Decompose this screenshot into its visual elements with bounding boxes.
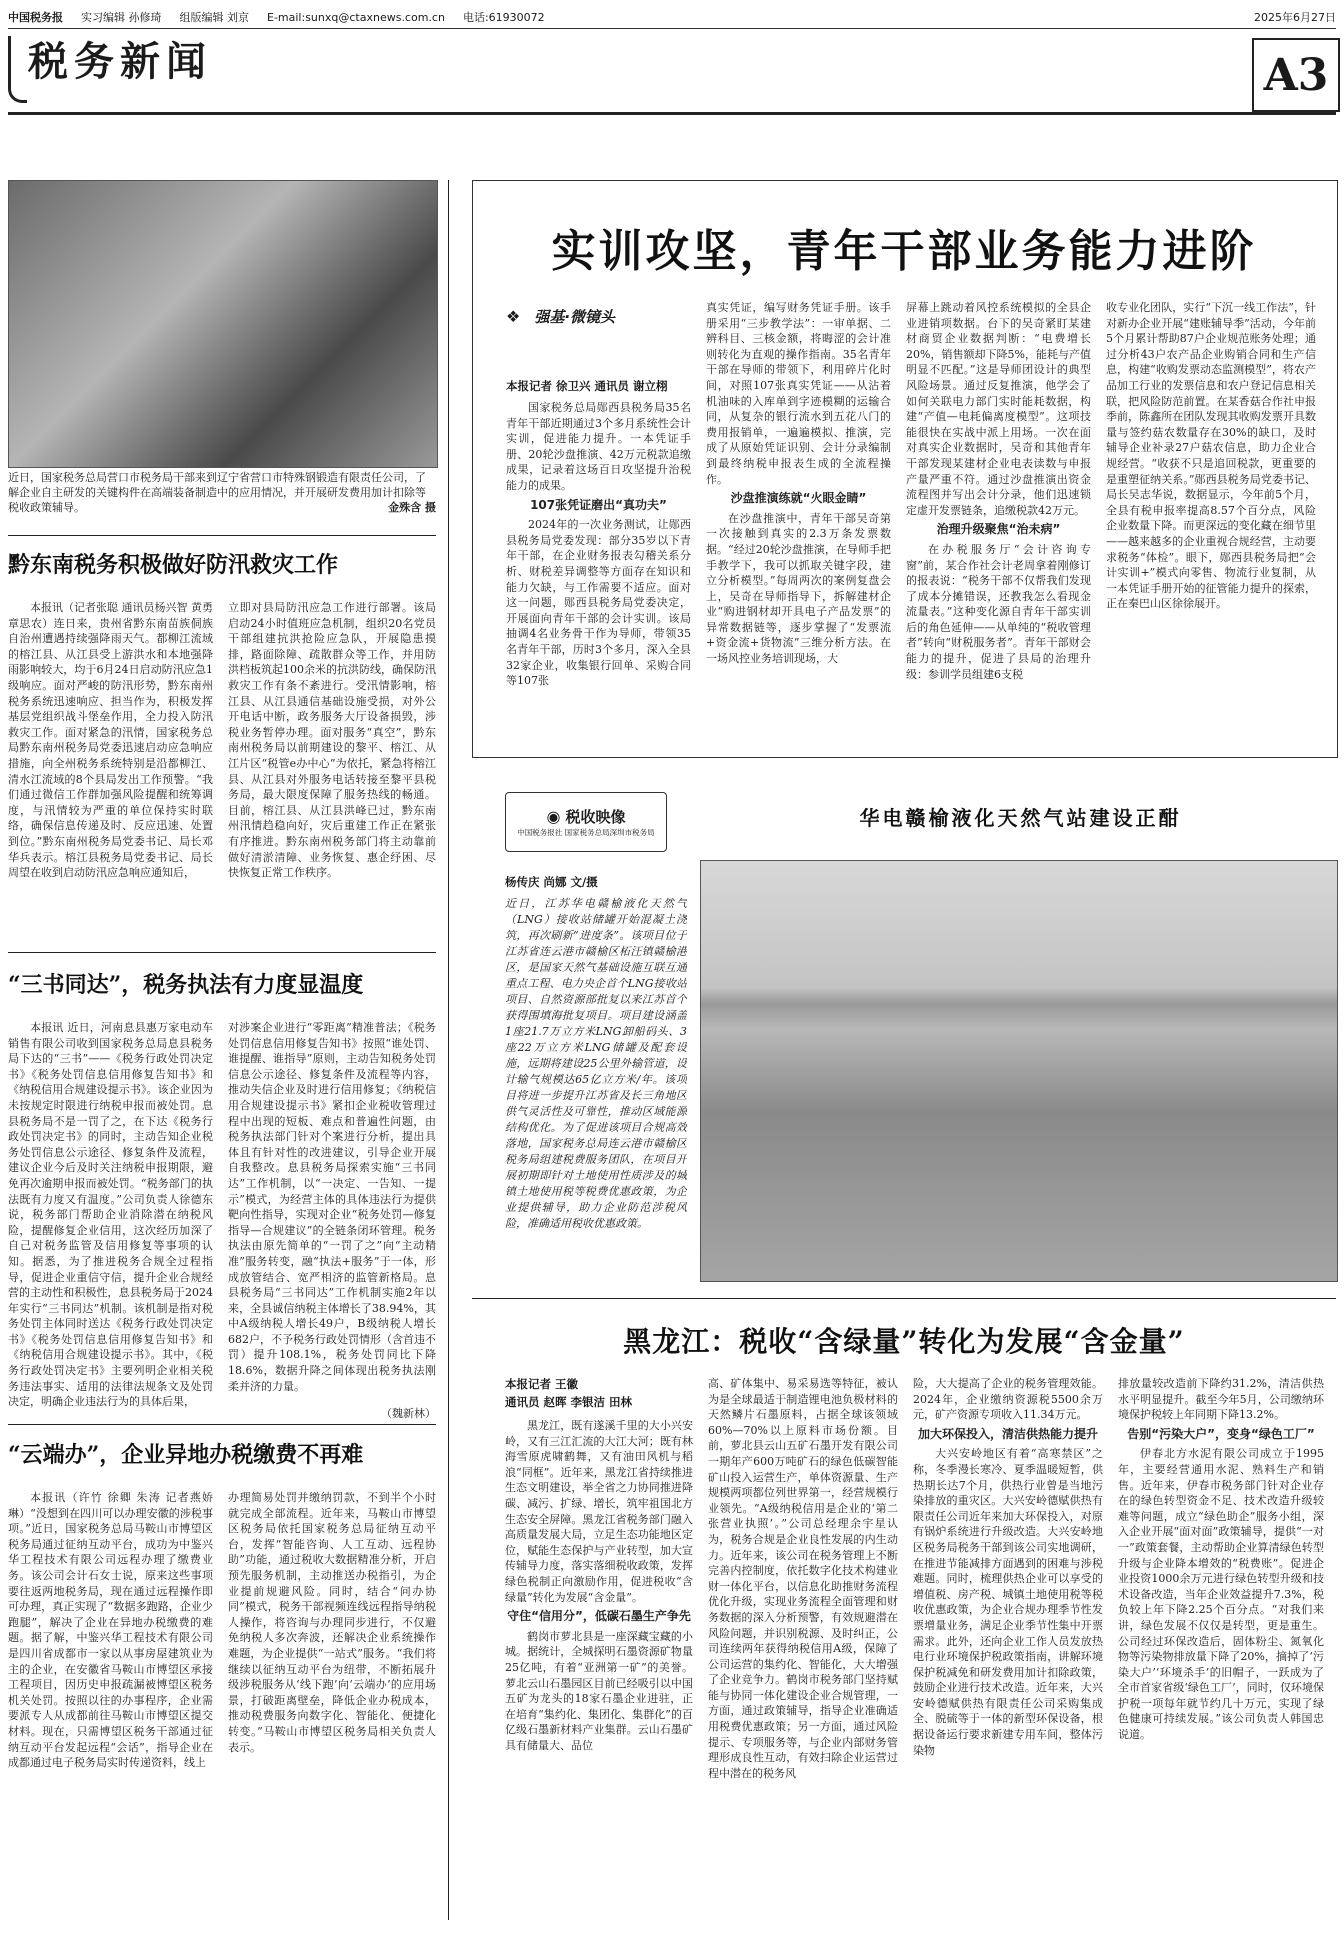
feature-sub3: 治理升级聚焦“治未病” bbox=[936, 522, 1061, 537]
magnifier-icon: ❖ bbox=[506, 307, 521, 326]
photonews-title: 华电赣榆液化天然气站建设正酣 bbox=[859, 806, 1182, 830]
feature-col3-b: 在办税服务厅“会计咨询专窗”前，某合作社会计老周拿着刚修订的报表说：“税务干部不仅帮我们发现了成本分摊错误，还教我怎么看现金流量表。”这种变化源自青年干部实训后的角色延伸——从单纯的“税收管理者”转向“财税服务者”。青年干部财会能力的提升，促进了县局的治理升级：参训学员组建6支税 bbox=[906, 542, 1091, 681]
article2-col2 bbox=[228, 1020, 436, 1404]
section-title: 税务新闻 bbox=[28, 38, 212, 85]
email: E-mail:sunxq@ctaxnews.com.cn bbox=[267, 10, 445, 24]
divider bbox=[8, 1424, 436, 1425]
photonews-byline: 杨传庆 尚娜 文/摄 bbox=[505, 875, 598, 889]
feature-col2-a: 真实凭证，编写财务凭证手册。该手册采用“三步教学法”：一审单据、二辨科目、三核金额，将晦涩的会计准则转化为直观的操作指南。35名青年干部在导师的带领下，利用碎片化时间，对照107张真实凭证——从沾着机油味的入库单到字迹模糊的运输合同，从复杂的银行流水到五花八门的费用报销单，一遍遍模拟、推演，完成了从原始凭证识别、会计分录编制到最终纳税申报表生成的全流程操作。 bbox=[706, 301, 891, 486]
article4-col1-text: 黑龙江，既有遂溪千里的大小兴安岭，又有三江汇流的大江大河；既有林海雪原虎啸鹤舞，又有油田风机与稻浪“同框”。近年来，黑龙江省持续推进生态文明建设，举全省之力协同推进降碳、减污、扩绿、增长，筑牢祖国北方生态安全屏障。黑龙江省税务部门融入高质量发展大局，立足生态功能地区定位，赋能生态保护与产业转型，加大宣传辅导力度，落实落细税收政策，发挥绿色税制正向激励作用，促进税收“含绿量”转化为发展“含金量”。 bbox=[505, 1419, 693, 1604]
feature-col3-a: 屏幕上跳动着风控系统模拟的全县企业进销项数据。台下的吴奇紧盯某建材商贸企业数据判断：“电费增长20%，销售额却下降5%，能耗与产值明显不匹配。”这是导师团设计的典型风险场景。通过反复推演，他学会了如何关联电力部门实时能耗数据，构建“产值—电耗偏离度模型”。这项技能很快在实战中派上用场。一次在面对真实企业数据时，吴奇和其他青年干部发现某建材企业电表读数与申报产量严重不符。通过沙盘推演出资金流程图并写出会计分录，他们迅速锁定虚开发票链条，追缴税款42万元。 bbox=[906, 301, 1091, 517]
article4-col4 bbox=[1118, 1376, 1324, 1920]
article4-col4-b: 伊春北方水泥有限公司成立于1995年，主要经营通用水泥、熟料生产和销售。近年来，伊春市税务部门针对企业存在的绿色转型资金不足、技术改造升级较难等问题，成立“绿色助企”服务小组，深入企业开展“面对面”政策辅导，提供“一对一”政策套餐，主动帮助企业算清绿色转型升级与企业降本增效的“税费账”。促进企业投资1000余万元进行绿色转型升级和技术设备改造，当年企业效益提升7.3%，税负较上年下降2.25个百分点。“对我们来讲，绿色发展不仅仅是转型，更是重生。公司经过环保改造后，固体粉尘、氮氧化物等污染物排放量下降了20%，摘掉了‘污染大户’‘环境杀手’的旧帽子，一跃成为了全市首家省级‘绿色工厂’，同时，仅环境保护税一项每年就节约几十万元，实现了绿色健康可持续发展。”该公司负责人韩国忠说道。 bbox=[1118, 1447, 1324, 1742]
feature-col4 bbox=[1106, 300, 1316, 745]
article4-byline2: 通讯员 赵晖 李银洁 田林 bbox=[505, 1395, 633, 1409]
section-bracket bbox=[8, 36, 27, 103]
article4-col2 bbox=[708, 1376, 898, 1920]
issue-date: 2025年6月27日 bbox=[1254, 11, 1336, 24]
article4-col4-text: 排放量较改造前下降约31.2%，清洁供热水平明显提升。截至今年5月，公司缴纳环境保护税较上年同期下降13.2%。 bbox=[1118, 1377, 1324, 1422]
feature-sub1: 107张凭证磨出“真功夫” bbox=[530, 497, 667, 512]
article1-title: 黔东南税务积极做好防汛救灾工作 bbox=[8, 552, 339, 578]
photonews-body: 近日，江苏华电赣榆液化天然气（LNG）接收站储罐开始混凝土浇筑，再次刷新“进度条”。该项目位于江苏省连云港市赣榆区柘汪镇赣榆港区，是国家天然气基础设施互联互通重点工程、电力央企首个LNG接收站项目、自然资源部批复以来江苏首个获得围填海批复项目。项目建设涵盖1座21.7万立方米LNG卸船码头、3座22万立方米LNG储罐及配套设施，远期将建设25公里外输管道，设计输气规模达65亿立方米/年。该项目将进一步提升江苏省及长三角地区供气灵活性及可靠性，推动区域能源结构优化。为了促进该项目合规高效落地，国家税务总局连云港市赣榆区税务局组建税费服务团队，在项目开展初期即针对土地使用性质涉及的城镇土地使用税等税费优惠政策，为企业提供辅导，助力企业防范涉税风险，准确适用税收优惠政策。 bbox=[505, 897, 687, 1230]
group-editor: 组版编辑 刘京 bbox=[179, 11, 249, 24]
header-rule bbox=[8, 112, 1336, 115]
article3-col2 bbox=[228, 1490, 436, 1918]
feature-byline: 本报记者 徐卫兴 通讯员 谢立栩 bbox=[506, 379, 668, 393]
article1-col1-text: 本报讯（记者张聪 通讯员杨兴智 黄勇 章思农）连日来，贵州省黔东南苗族侗族自治州遭遇持续强降雨天气。都柳江流域的榕江县、从江县受上游洪水和本地强降雨影响较大，均于6月24日启动防汛应急1级响应。面对严峻的防汛形势，黔东南州税务系统迅速响应、担当作为，积极发挥基层党组织战斗堡垒作用，全力投入防汛救灾工作。面对紧急的汛情，国家税务总局黔东南州税务局党委迅速启动应急响应措施，向全州税务系统特别是沿都柳江、清水江流域的8个县局发出工作预警。“我们通过微信工作群加强风险提醒和统筹调度，与汛情较为严重的单位保持实时联络，确保信息传递及时、反应迅速、处置到位。”黔东南州税务局党委书记、局长邓华兵表示。榕江县税务局党委书记、局长周望在收到启动防汛应急响应通知后， bbox=[8, 601, 213, 880]
paper-name: 中国税务报 bbox=[8, 11, 63, 24]
photo-caption bbox=[8, 470, 436, 515]
divider bbox=[472, 1298, 1336, 1299]
article4-sub2: 加大环保投入，清洁供热能力提升 bbox=[917, 1426, 1098, 1441]
masthead-bar bbox=[8, 6, 1336, 29]
feature-col2 bbox=[706, 300, 891, 745]
article4-sub1: 守住“信用分”，低碳石墨生产争先 bbox=[507, 1609, 691, 1624]
feature-col4-text: 收专业化团队，实行“下沉一线工作法”，针对新办企业开展“建账辅导季”活动，今年前5个月累计帮助87户企业规范账务处理；通过分析43户农产品企业购销合同和生产信息，构建“收购发票动态监测模型”，将农产品加工行业的发票信息和农户登记信息相关联，把风险防范前置。在某香菇合作社申报季前，陈鑫所在团队发现其收购发票开具数量与签约菇农数量存在30%的缺口，及时辅导企业补录27户菇农信息，助力企业合规经营。“收获不只是追回税款，更重要的是重塑征纳关系。”郧西县税务局党委书记、局长吴志华说，数据显示，今年前5个月，全县有税申报率提高8.57个百分点，风险企业数量下降。而更深远的变化藏在细节里——越来越多的企业重视合规经营，主动要求税务“体检”。眼下，郧西县税务局把“会计实训+”模式向零售、物流行业复制，从一本凭证手册开始的征管能力提升的探索，正在秦巴山区徐徐展开。 bbox=[1106, 301, 1316, 611]
feature-col3 bbox=[906, 300, 1091, 745]
photo-caption-text: 近日，国家税务总局营口市税务局干部来到辽宁省营口市特殊钢锻造有限责任公司，了解企业自主研发的关键构件在高端装备制造中的应用情况，并开展研发费用加计扣除等税收政策辅导。 bbox=[8, 471, 426, 514]
article4-col1-b: 鹤岗市萝北县是一座深藏宝藏的小城。据统计，全城探明石墨资源矿物量25亿吨，有着“亚洲第一矿”的美誉。萝北云山石墨园区目前已经吸引以中国五矿为龙头的18家石墨企业进驻，正在培育“集约化、集团化、集群化”的百亿级石墨新材料产业集群。云山石墨矿具有储量大、品位 bbox=[505, 1629, 693, 1752]
article3-title: “云端办”，企业异地办税缴费不再难 bbox=[8, 1442, 364, 1468]
feature-col1 bbox=[506, 400, 691, 745]
article4-sub3: 告别“污染大户”，变身“绿色工厂” bbox=[1127, 1426, 1315, 1441]
photonews-tag-label: 税收映像 bbox=[565, 808, 626, 826]
photonews-text bbox=[505, 896, 687, 1286]
article2-title: “三书同达”，税务执法有力度显温度 bbox=[8, 972, 364, 998]
feature-intro: 国家税务总局郧西县税务局35名青年干部近期通过3个多月系统性会计实训，促进能力提升。一本凭证手册、20轮沙盘推演、42万元税款追缴成果，记录着这场百日攻坚提升治税能力的成果。 bbox=[506, 401, 691, 492]
photonews-tag bbox=[505, 792, 667, 852]
divider bbox=[8, 535, 436, 536]
article3-col2-text: 办理简易处罚并缴纳罚款，不到半个小时就完成全部流程。近年来，马鞍山市博望区税务局依托国家税务总局征纳互动平台，发挥“智能咨询、人工互动、远程协助”功能，通过税收大数据精准分析，开启预先服务机制，主动推送办税指引，为企业提前规避风险。同时，结合“问办协同”模式，税务干部视频连线远程指导纳税人操作，将咨询与办理同步进行，不仅避免纳税人多次奔波，还解决企业系统操作难题，为企业提供“一站式”服务。“我们将继续以征纳互动平台为纽带，不断拓展升级涉税服务从‘线下跑’向‘云端办’的应用场景，打破距离壁垒，降低企业办税成本，推动税费服务向数字化、智能化、便捷化转变。”马鞍山市博望区税务局相关负责人表示。 bbox=[228, 1491, 436, 1754]
column-tag bbox=[506, 304, 623, 329]
article3-col1 bbox=[8, 1490, 213, 1918]
photonews-tag-sub: 中国税务报社 国家税务总局深圳市税务局 bbox=[517, 828, 655, 837]
column-divider bbox=[448, 180, 449, 1920]
article2-col1 bbox=[8, 1020, 213, 1420]
article4-col3-text: 险，大大提高了企业的税务管理效能。2024年，企业缴纳资源税5500余万元，矿产资源专项收入11.34万元。 bbox=[913, 1377, 1103, 1422]
article1-col2 bbox=[228, 600, 436, 1020]
article1-col1 bbox=[8, 600, 213, 1020]
factory-photo bbox=[8, 180, 438, 468]
article2-author: （魏新林） bbox=[381, 1407, 436, 1420]
feature-col2-b: 在沙盘推演中，青年干部吴奇第一次接触到真实的2.3万条发票数据。“经过20轮沙盘推演，在导师手把手教学下，我可以抓取关键字段，建立分析模型。”每周两次的案例复盘会上，吴奇在导师指导下，拆解建材企业“购进钢材却开具电子产品发票”的异常数据链等，逐步掌握了“发票流+资金流+货物流”三维分析方法。在一场风控业务培训现场，大 bbox=[706, 511, 891, 666]
camera-icon: ◉ bbox=[546, 807, 561, 826]
feature-col1-body: 2024年的一次业务测试，让郧西县税务局党委发现：部分35岁以下青年干部，在企业财务报表勾稽关系分析、财税差异调整等方面存在知识和能力欠缺，与工作需要不适应。面对这一问题，郧西县税务局党委决定，开展面向青年干部的会计实训。该局抽调4名业务骨干作为导师，带领35名青年干部，历时3个多月，深入全县32家企业，收集银行回单、采购合同等107张 bbox=[506, 518, 691, 688]
article4-col3 bbox=[913, 1376, 1103, 1920]
article4-col3-b: 大兴安岭地区有着“高寒禁区”之称，冬季漫长寒冷、夏季温暖短暂，供热期长达7个月，供热行业曾是当地污染排放的重灾区。大兴安岭德赋供热有限责任公司近年来加大环保投入，对原有锅炉系统进行升级改造。大兴安岭地区税务局税务干部到该公司实地调研，在推进节能减排方面遇到的困难与涉税难题。同时，梳理供热企业可以享受的增值税、房产税、城镇土地使用税等税收优惠政策，为企业合规办理季节性发票增量业务，满足企业季节性集中开票需求。此外，还向企业工作人员发放热电行业环境保护税政策指南，讲解环境保护税减免和研发费用加计扣除政策，鼓励企业进行技术改造。近年来，大兴安岭德赋供热有限责任公司采购集成全、脱硫等于一体的新型环保设备，根据设备运行要求新建专用车间，整体污染物 bbox=[913, 1447, 1103, 1757]
page-number: A3 bbox=[1252, 38, 1340, 112]
article4-title: 黑龙江：税收“含绿量”转化为发展“含金量” bbox=[623, 1325, 1185, 1358]
editor: 实习编辑 孙修琦 bbox=[81, 11, 162, 24]
article2-col1-text: 本报讯 近日，河南息县惠万家电动车销售有限公司收到国家税务总局息县税务局下达的“三书”——《税务行政处罚决定书》《税务处罚信息信用修复告知书》和《纳税信用合规建设提示书》。该企业因为未按规定时限进行纳税申报而被处罚。息县税务局不是一罚了之，在下达《税务行政处罚决定书》的同时，主动告知企业税务处罚信息公示途径、修复条件及流程，建议企业今后及时关注纳税申报期限，避免再次逾期申报而被处罚。“税务部门的执法既有力度又有温度。”公司负责人徐德东说，税务部门帮助企业消除潜在纳税风险，提醒修复企业信用，这次经历加深了自己对税务监管及信用修复等事项的认知。据悉，为了推进税务合规全过程指导，促进企业重信守信，提升企业合规经营的主动性和积极性，息县税务局于2024年实行“三书同达”机制。该机制是指对税务处罚主体同时送达《税务行政处罚决定书》《税务处罚信息信用修复告知书》和《纳税信用合规建设提示书》。其中，《税务行政处罚决定书》主要列明企业相关税务违法事实、适用的法律法规条文及处罚决定，明确企业违法行为的具体后果， bbox=[8, 1021, 213, 1409]
column-tag-label: 强基·微镜头 bbox=[534, 308, 616, 326]
feature-sub2: 沙盘推演练就“火眼金睛” bbox=[730, 491, 867, 506]
divider bbox=[8, 952, 436, 953]
feature-title: 实训攻坚，青年干部业务能力进阶 bbox=[551, 226, 1257, 277]
article4-col2-text: 高、矿体集中、易采易选等特征，被认为是全球最适于制造锂电池负极材料的天然鳞片石墨原料，占据全球该领域60%—70%以上原料市场份额。目前，萝北县云山五矿石墨开发有限公司一期年产600万吨矿石的绿色低碳智能矿山投入运营生产，单体资源量、生产规模两项都位列世界第一，经营规模行业领先。“A级纳税信用是企业的‘第二张营业执照’。”公司总经理余宇星认为，税务合规是企业良性发展的内生动力。近年来，该公司在税务管理上不断完善内控制度，依托数字化技术构建业财一体化平台，以信息化助推财务流程优化升级，实现业务流程全面管理和财务数据的深入分析预警，有效规避潜在风险问题，并识别税源、及时纠正，公司连续两年获得纳税信用A级，保障了公司运营的集约化、智能化，大大增强了企业竞争力。鹤岗市税务部门坚持赋能与协同一体化建设企业合规管理，一方面，通过政策辅导，指导企业准确适用税费优惠政策；另一方面，通过风险提示、专项服务等，与企业内部财务管理形成良性互动，有效扫除企业运营过程中潜在的税务风 bbox=[708, 1377, 898, 1780]
article2-col2-text: 对涉案企业进行“零距离”精准普法；《税务处罚信息信用修复告知书》按照“谁处罚、谁提醒、谁指导”原则，主动告知税务处罚信息公示途径、修复条件及流程等内容，推动失信企业及时进行信用修复；《纳税信用合规建设提示书》紧扣企业税收管理过程中出现的短板、难点和普遍性问题，由税务执法部门针对个案进行分析，提出具体且有针对性的改进建议，引导企业开展自我整改。息县税务局探索实施“三书同达”工作机制，以“一决定、一告知、一提示”模式，为经营主体的具体违法行为提供靶向性指导，实现对企业“税务处罚—修复指导—合规建议”的全链条闭环管理。税务执法由原先简单的“一罚了之”向“主动精准”服务转变，融“执法+服务”于一体，形成放管结合、宽严相济的监管新格局。息县税务局“三书同达”工作机制实施2年以来，全县诚信纳税主体增长了38.94%，其中A级纳税人增长49户，B级纳税人增长682户，不予税务行政处罚情形（含首违不罚）提升108.1%，税务处罚同比下降18.6%，数据升降之间体现出税务执法刚柔并济的力量。 bbox=[228, 1021, 436, 1393]
article1-col2-text: 立即对县局防汛应急工作进行部署。该局启动24小时值班应急机制，组织20名党员干部组建抗洪抢险应急队，开展隐患摸排，路面除障、疏散群众等工作，并用防洪档板筑起100余米的抗洪防线，确保防汛救灾工作有条不紊进行。受汛情影响，榕江县、从江县通信基础设施受损，对外公开电话中断，政务服务大厅设备损毁，涉税业务暂停办理。面对服务“真空”，黔东南州税务局以前期建设的黎平、榕江、从江片区“税管e办中心”为依托，紧急将榕江县、从江县对外服务电话转接至黎平县税务局，最大限度保障了服务热线的畅通。目前，榕江县、从江县洪峰已过，黔东南州汛情趋稳向好，灾后重建工作正在紧张有序推进。黔东南州税务部门将主动靠前做好清淤清障、业务恢复、惠企纾困、尽快恢复正常工作秩序。 bbox=[228, 601, 436, 880]
photo-credit: 金殊含 摄 bbox=[388, 501, 436, 514]
phone: 电话:61930072 bbox=[462, 11, 545, 24]
article4-col1 bbox=[505, 1418, 693, 1920]
article3-col1-text: 本报讯（许竹 徐卿 朱涛 记者燕娇琳）“没想到在四川可以办理安徽的涉税事项。”近日，国家税务总局马鞍山市博望区税务局通过征纳互动平台，成功为中鉴兴华工程技术有限公司远程办理了缴费业务。该公司会计石女士说，原来这些事项要往返两地税务局，现在通过远程操作即可办理，真正实现了“数据多跑路，企业少跑腿”，解决了企业在异地办税缴费的难题。据了解，中鉴兴华工程技术有限公司是四川省成都市一家以从事房屋建筑业为主的企业，在安徽省马鞍山市博望区承接工程项目，因历史申报疏漏被博望区税务机关处罚。按照以往的办事程序，企业需要派专人从成都前往马鞍山市博望区提交材料。现在，只需博望区税务干部通过征纳互动平台发起远程“会话”，指导企业在成都通过电子税务局实时传递资料，线上 bbox=[8, 1491, 213, 1770]
lng-site-photo bbox=[700, 860, 1338, 1282]
article4-byline1: 本报记者 王徽 bbox=[505, 1377, 579, 1391]
